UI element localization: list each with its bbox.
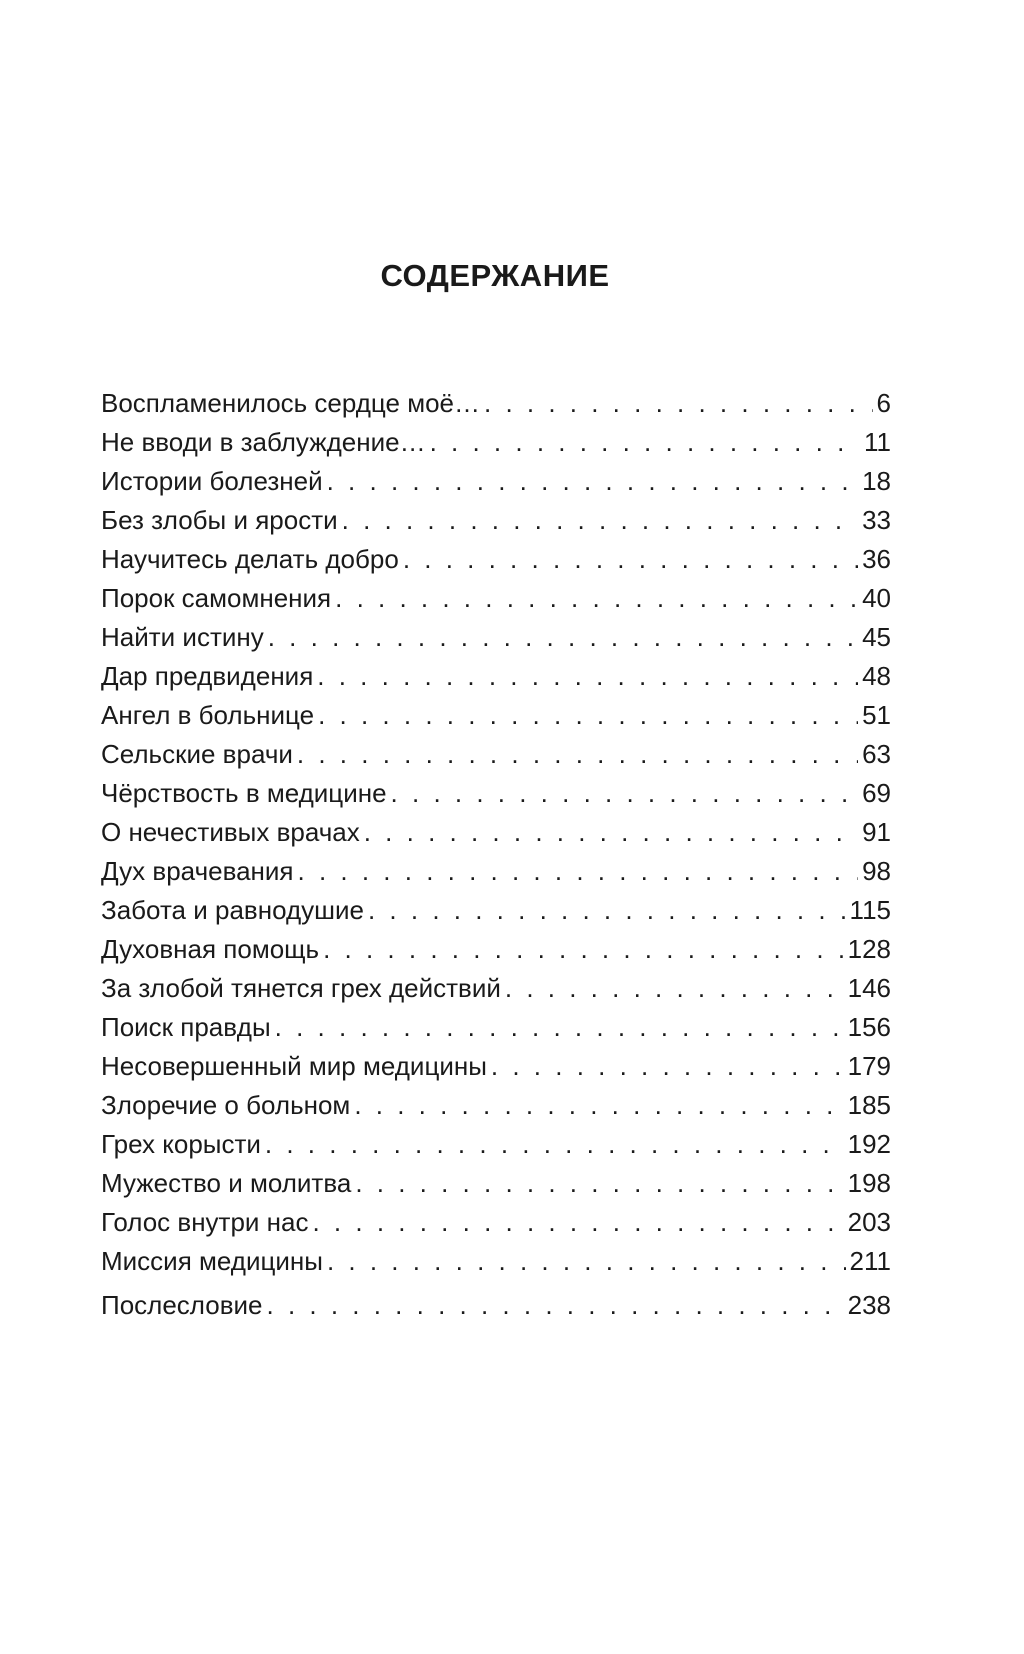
dot-leader (354, 1086, 843, 1125)
dot-leader (430, 423, 860, 462)
dot-leader (298, 852, 859, 891)
toc-entry-title: Грех корысти (101, 1129, 261, 1159)
toc-entry-title: Послесловие (101, 1290, 263, 1320)
toc-entry[interactable] (101, 813, 891, 852)
toc-entry[interactable] (101, 1125, 891, 1164)
toc-entry[interactable] (101, 657, 891, 696)
toc-entry-page: 128 (847, 934, 891, 964)
dot-leader (335, 579, 858, 618)
toc-entry-page: 211 (849, 1246, 891, 1276)
dot-leader (364, 813, 858, 852)
table-of-contents (101, 384, 891, 1325)
toc-entry-page: 69 (862, 778, 891, 808)
toc-entry-title: Ангел в больнице (101, 700, 315, 730)
dot-leader (267, 1286, 844, 1325)
dot-leader (491, 1047, 844, 1086)
toc-entry-page: 185 (847, 1090, 891, 1120)
toc-entry[interactable] (101, 852, 891, 891)
toc-entry-page: 45 (862, 622, 891, 652)
toc-entry-page: 11 (864, 427, 891, 457)
toc-entry-page: 18 (862, 466, 891, 496)
toc-entry-title: Чёрствость в медицине (101, 778, 387, 808)
toc-entry-page: 40 (862, 583, 891, 613)
toc-entry[interactable] (101, 1286, 891, 1325)
toc-entry[interactable] (101, 1008, 891, 1047)
toc-entry-page: 192 (847, 1129, 891, 1159)
toc-entry-page: 63 (862, 739, 891, 769)
dot-leader (265, 1125, 844, 1164)
dot-leader (297, 735, 858, 774)
dot-leader (342, 501, 858, 540)
toc-entry[interactable] (101, 462, 891, 501)
toc-entry-page: 91 (862, 817, 891, 847)
toc-entry-title: Воспламенилось сердце моё… (101, 388, 480, 418)
toc-entry-page: 146 (847, 973, 891, 1003)
toc-entry-title: Не вводи в заблуждение… (101, 427, 426, 457)
toc-entry-title: Несовершенный мир медицины (101, 1051, 487, 1081)
toc-entry[interactable] (101, 501, 891, 540)
toc-entry[interactable] (101, 696, 891, 735)
toc-entry[interactable] (101, 384, 891, 423)
dot-leader (505, 969, 844, 1008)
toc-entry-page: 179 (847, 1051, 891, 1081)
toc-entry-title: Дух врачевания (101, 856, 294, 886)
toc-entry[interactable] (101, 1086, 891, 1125)
toc-entry-page: 238 (847, 1290, 891, 1320)
toc-entry-title: Истории болезней (101, 466, 323, 496)
toc-entry[interactable] (101, 735, 891, 774)
page-title: СОДЕРЖАНИЕ (380, 258, 610, 293)
toc-entry-title: Поиск правды (101, 1012, 271, 1042)
dot-leader (275, 1008, 844, 1047)
toc-entry[interactable] (101, 1242, 891, 1281)
toc-entry-title: Духовная помощь (101, 934, 320, 964)
toc-entry[interactable] (101, 969, 891, 1008)
toc-entry[interactable] (101, 1047, 891, 1086)
dot-leader (323, 930, 844, 969)
toc-entry[interactable] (101, 579, 891, 618)
toc-entry-page: 36 (862, 544, 891, 574)
toc-entry-title: О нечестивых врачах (101, 817, 360, 847)
dot-leader (268, 618, 858, 657)
toc-entry-page: 98 (862, 856, 891, 886)
toc-entry-title: Миссия медицины (101, 1246, 323, 1276)
toc-entry[interactable] (101, 423, 891, 462)
toc-entry-page: 48 (862, 661, 891, 691)
toc-entry-page: 6 (876, 388, 891, 418)
dot-leader (318, 696, 858, 735)
toc-entry[interactable] (101, 618, 891, 657)
dot-leader (391, 774, 859, 813)
toc-entry-page: 198 (847, 1168, 891, 1198)
toc-entry[interactable] (101, 930, 891, 969)
toc-entry-title: За злобой тянется грех действий (101, 973, 501, 1003)
dot-leader (368, 891, 846, 930)
toc-entry[interactable] (101, 540, 891, 579)
dot-leader (403, 540, 858, 579)
toc-entry-title: Дар предвидения (101, 661, 314, 691)
toc-entry-page: 51 (862, 700, 891, 730)
dot-leader (327, 462, 858, 501)
toc-entry-title: Мужество и молитва (101, 1168, 352, 1198)
dot-leader (317, 657, 858, 696)
toc-entry-page: 33 (862, 505, 891, 535)
dot-leader (327, 1242, 846, 1281)
toc-entry-title: Голос внутри нас (101, 1207, 309, 1237)
toc-entry-title: Порок самомнения (101, 583, 332, 613)
toc-entry-title: Сельские врачи (101, 739, 293, 769)
toc-entry-page: 115 (849, 895, 891, 925)
dot-leader (484, 384, 873, 423)
dot-leader (355, 1164, 843, 1203)
toc-entry-title: Забота и равнодушие (101, 895, 364, 925)
toc-entry[interactable] (101, 774, 891, 813)
toc-entry-title: Научитесь делать добро (101, 544, 399, 574)
toc-entry[interactable] (101, 891, 891, 930)
dot-leader (312, 1203, 843, 1242)
toc-entry-title: Злоречие о больном (101, 1090, 351, 1120)
toc-entry[interactable] (101, 1164, 891, 1203)
toc-entry[interactable] (101, 1203, 891, 1242)
toc-entry-page: 203 (847, 1207, 891, 1237)
toc-entry-title: Найти истину (101, 622, 264, 652)
toc-entry-title: Без злобы и ярости (101, 505, 338, 535)
toc-entry-page: 156 (847, 1012, 891, 1042)
